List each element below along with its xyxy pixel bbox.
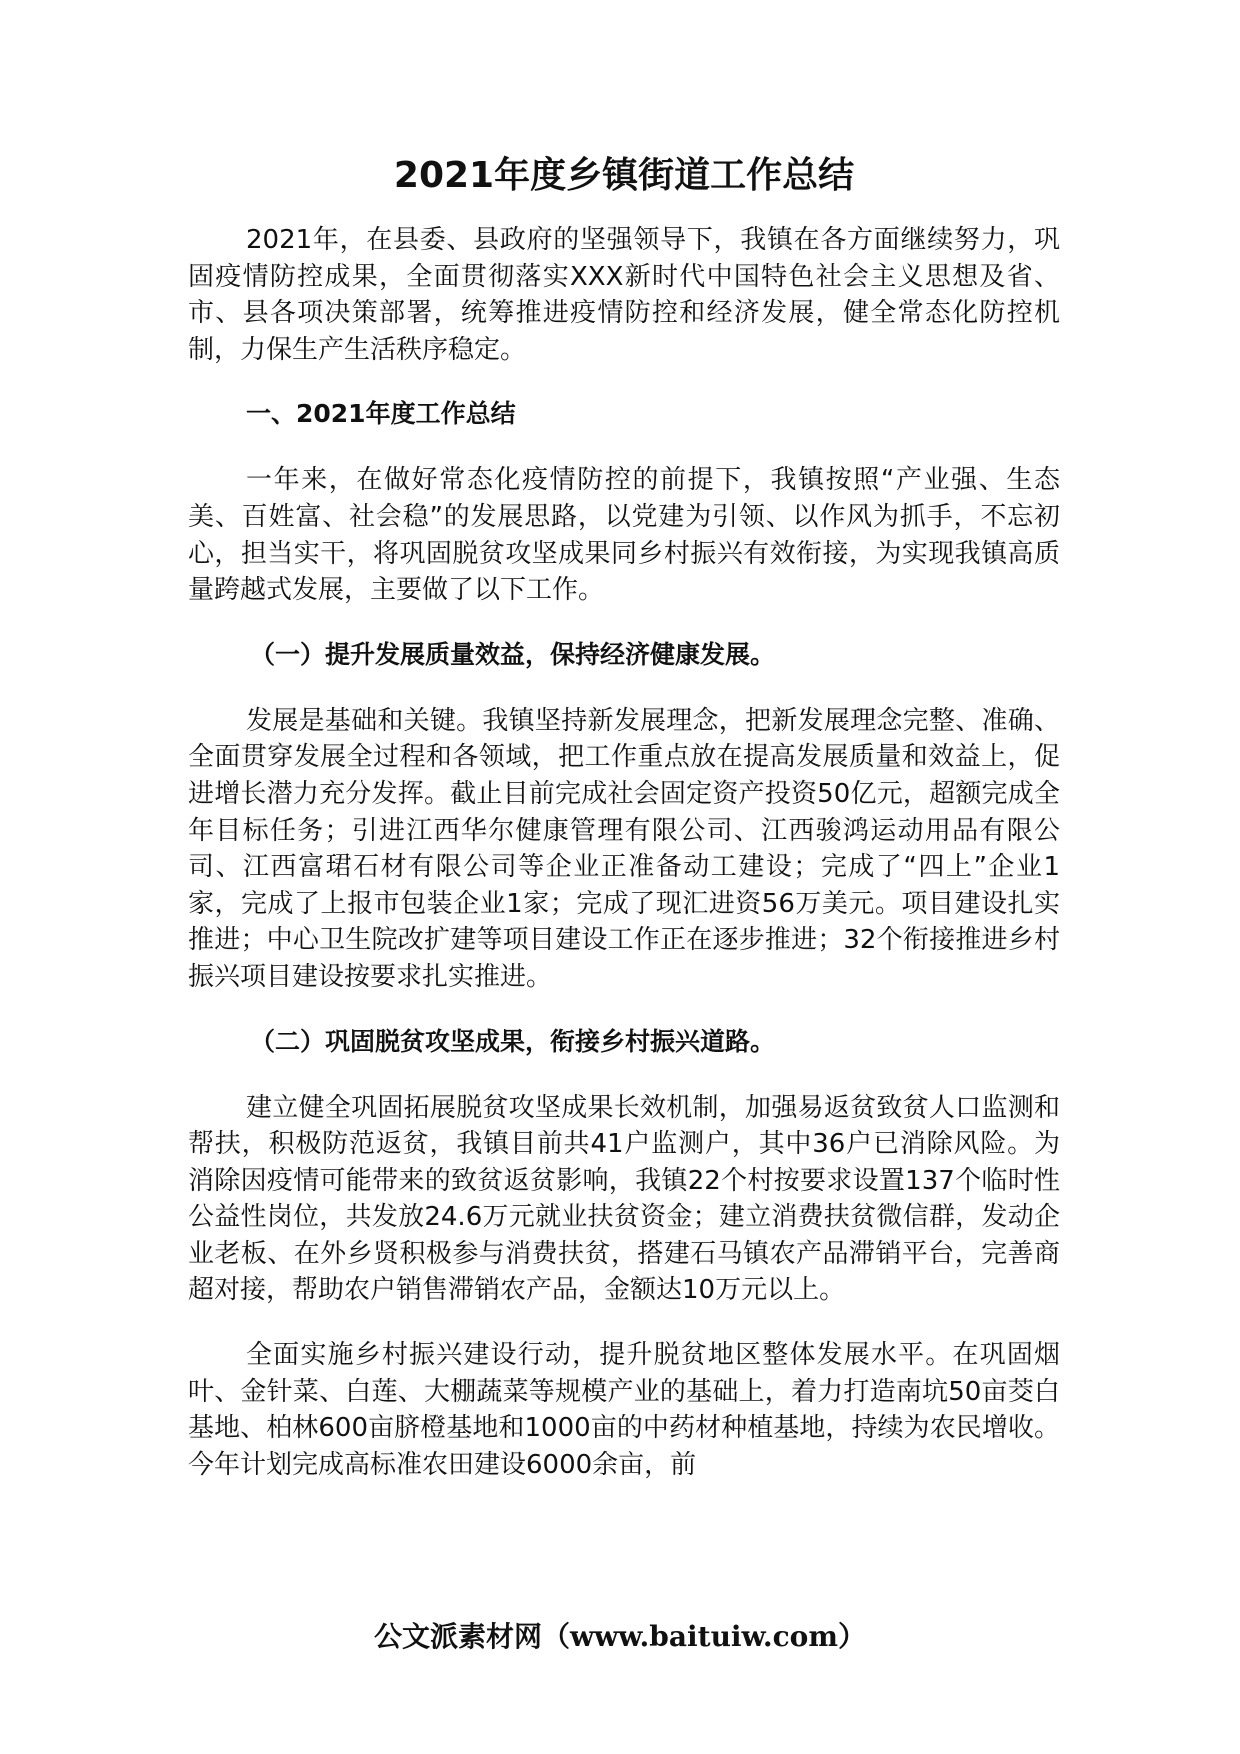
document-page [188, 146, 1060, 1511]
subsection2-body-paragraph-2: 全面实施乡村振兴建设行动，提升脱贫地区整体发展水平。在巩固烟叶、金针菜、白莲、大棚蔬菜等规模产业的基础上，着力打造南坑50亩茭白基地、柏林600亩脐橙基地和1000亩的中药材种植基地，持续为农民增收。今年计划完成高标准农田建设6000余亩，前 [188, 1340, 1060, 1480]
subsection-heading-2: （二）巩固脱贫攻坚成果，衔接乡村振兴道路。 [250, 1026, 776, 1056]
intro-paragraph: 2021年，在县委、县政府的坚强领导下，我镇在各方面继续努力，巩固疫情防控成果，全面贯彻落实XXX新时代中国特色社会主义思想及省、市、县各项决策部署，统筹推进疫情防控和经济发展，健全常态化防控机制，力保生产生活秩序稳定。 [188, 225, 1060, 365]
subsection-heading-1: （一）提升发展质量效益，保持经济健康发展。 [250, 639, 776, 669]
section1-intro-paragraph: 一年来，在做好常态化疫情防控的前提下，我镇按照“产业强、生态美、百姓富、社会稳”的发展思路，以党建为引领、以作风为抓手，不忘初心，担当实干，将巩固脱贫攻坚成果同乡村振兴有效衔接，为实现我镇高质量跨越式发展，主要做了以下工作。 [188, 465, 1060, 606]
subsection2-body-paragraph-1: 建立健全巩固拓展脱贫攻坚成果长效机制，加强易返贫致贫人口监测和帮扶，积极防范返贫，我镇目前共41户监测户，其中36户已消除风险。为消除因疫情可能带来的致贫返贫影响，我镇22个村按要求设置137个临时性公益性岗位，共发放24.6万元就业扶贫资金；建立消费扶贫微信群，发动企业老板、在外乡贤积极参与消费扶贫，搭建石马镇农产品滞销平台，完善商超对接，帮助农户销售滞销农产品，金额达10万元以上。 [188, 1092, 1060, 1306]
document-title: 2021年度乡镇街道工作总结 [393, 155, 855, 196]
footer-watermark-text: 公文派素材网（www.baituiw.com） [374, 1620, 866, 1653]
section-heading-1: 一、2021年度工作总结 [246, 399, 516, 429]
subsection1-body-paragraph: 发展是基础和关键。我镇坚持新发展理念，把新发展理念完整、准确、全面贯穿发展全过程和各领域，把工作重点放在提高发展质量和效益上，促进增长潜力充分发挥。截止目前完成社会固定资产投资50亿元，超额完成全年目标任务；引进江西华尔健康管理有限公司、江西骏鸿运动用品有限公司、江西富珺石材有限公司等企业正准备动工建设；完成了“四上”企业1家，完成了上报市包装企业1家；完成了现汇进资56万美元。项目建设扎实推进；中心卫生院改扩建等项目建设工作正在逐步推进；32个衔接推进乡村振兴项目建设按要求扎实推进。 [188, 705, 1060, 992]
